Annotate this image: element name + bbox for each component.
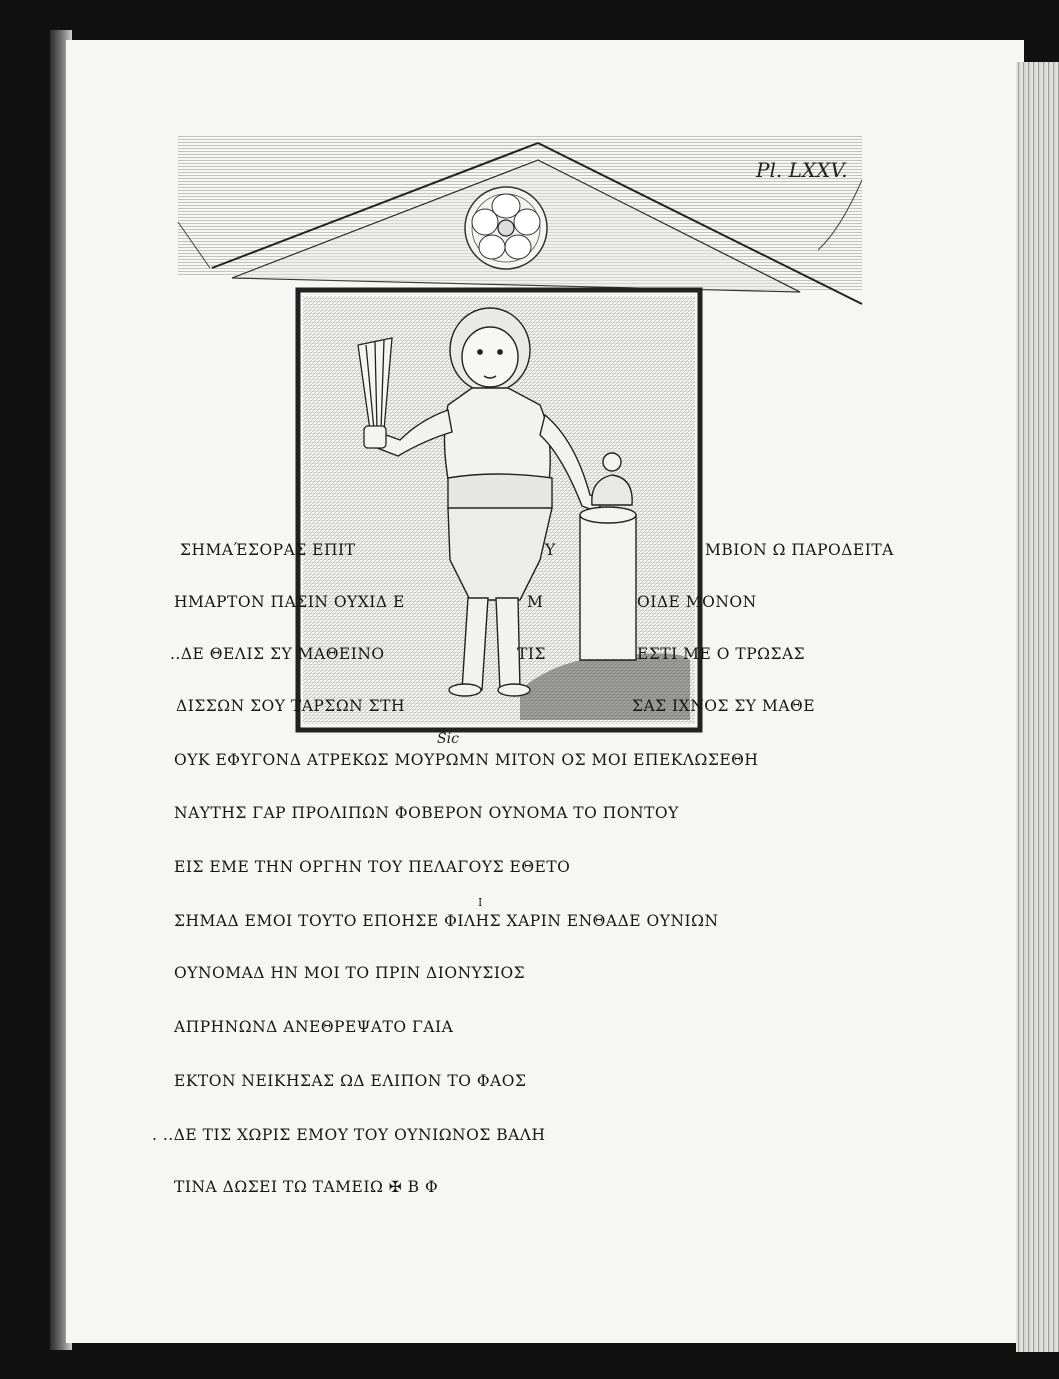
sic-annotation: Sic — [437, 731, 459, 747]
inscription-line-7: ΕΙΣ ΕΜΕ ΤΗΝ ΟΡΓΗΝ ΤΟΥ ΠΕΛΑΓΟΥΣ ΕΘΕΤΟ — [174, 858, 571, 876]
inscription-line-3b: ΤΙΣ — [517, 645, 546, 663]
inscription-line-12: . ..ΔΕ ΤΙΣ ΧΩΡΙΣ ΕΜΟΥ ΤΟΥ ΟΥΝΙΩΝΟΣ ΒΑΛΗ — [152, 1126, 546, 1144]
inscription-line-2c: ΟΙΔΕ ΜΟΝΟΝ — [637, 593, 757, 611]
inscription-line-4b: ΣΑΣ ΙΧΝΟΣ ΣΥ ΜΑΘΕ — [632, 697, 816, 715]
inscription-line-8: ΣΗΜΑΔ ΕΜΟΙ ΤΟΥΤΟ ΕΠΟΗΣΕ ΦΙΛΗΣ ΧΑΡΙΝ ΕΝΘΑΔΕ ΟΥΝΙΩΝ — [174, 912, 719, 930]
rosette-ornament — [465, 187, 547, 269]
inscription-line-4a: ΔΙΣΣΩΝ ΣΟΥ ΤΑΡΣΩΝ ΣΤΗ — [176, 697, 405, 715]
inscription-line-3c: ΕΣΤΙ ΜΕ Ο ΤΡΩΣΑΣ — [637, 645, 806, 663]
inscription-line-2b: Μ — [527, 593, 544, 611]
inscription-line-10: ΑΠΡΗΝΩΝΔ ΑΝΕΘΡΕΨΑΤΟ ΓΑΙΑ — [174, 1018, 454, 1036]
inscription-line-5: ΟΥΚ ΕΦΥΓΟΝΔ ΑΤΡΕΚΩΣ ΜΟΥΡΩΜΝ ΜΙΤΟΝ ΟΣ ΜΟΙ ΕΠΕΚΛΩΣΕΘΗ — [174, 751, 759, 769]
superscript-mark: I — [478, 896, 483, 909]
inscription-line-1b: Υ — [545, 541, 556, 559]
inscription-line-9: ΟΥΝΟΜΑΔ ΗΝ ΜΟΙ ΤΟ ΠΡΙΝ ΔΙΟΝΥΣΙΟΣ — [174, 964, 526, 982]
inscription-line-11: ΕΚΤΟΝ ΝΕΙΚΗΣΑΣ ΩΔ ΕΛΙΠΟΝ ΤΟ ΦΑΟΣ — [174, 1072, 527, 1090]
inscription-line-1a: ΣΗΜΑΈΣΟΡΑΣ ΕΠΙΤ — [180, 541, 356, 559]
inscription-line-2a: ΗΜΑΡΤΟΝ ΠΑΣΙΝ ΟΥΧΙΔ Ε — [174, 593, 405, 611]
inscription-line-13: ΤΙΝΑ ΔΩΣΕΙ ΤΩ ΤΑΜΕΙΩ ✠ Β Φ — [174, 1178, 439, 1196]
plate-number: Pl. LXXV. — [756, 158, 848, 182]
inscription-line-3a: ..ΔΕ ΘΕΛΙΣ ΣΥ ΜΑΘΕΙΝΟ — [170, 645, 385, 663]
inscription-line-1c: ΜΒΙΟΝ Ω ΠΑΡΟΔΕΙΤΑ — [705, 541, 894, 559]
inscription-line-6: ΝΑΥΤΗΣ ΓΑΡ ΠΡΟΛΙΠΩΝ ΦΟΒΕΡΟΝ ΟΥΝΟΜΑ ΤΟ ΠΟΝΤΟΥ — [174, 804, 679, 822]
